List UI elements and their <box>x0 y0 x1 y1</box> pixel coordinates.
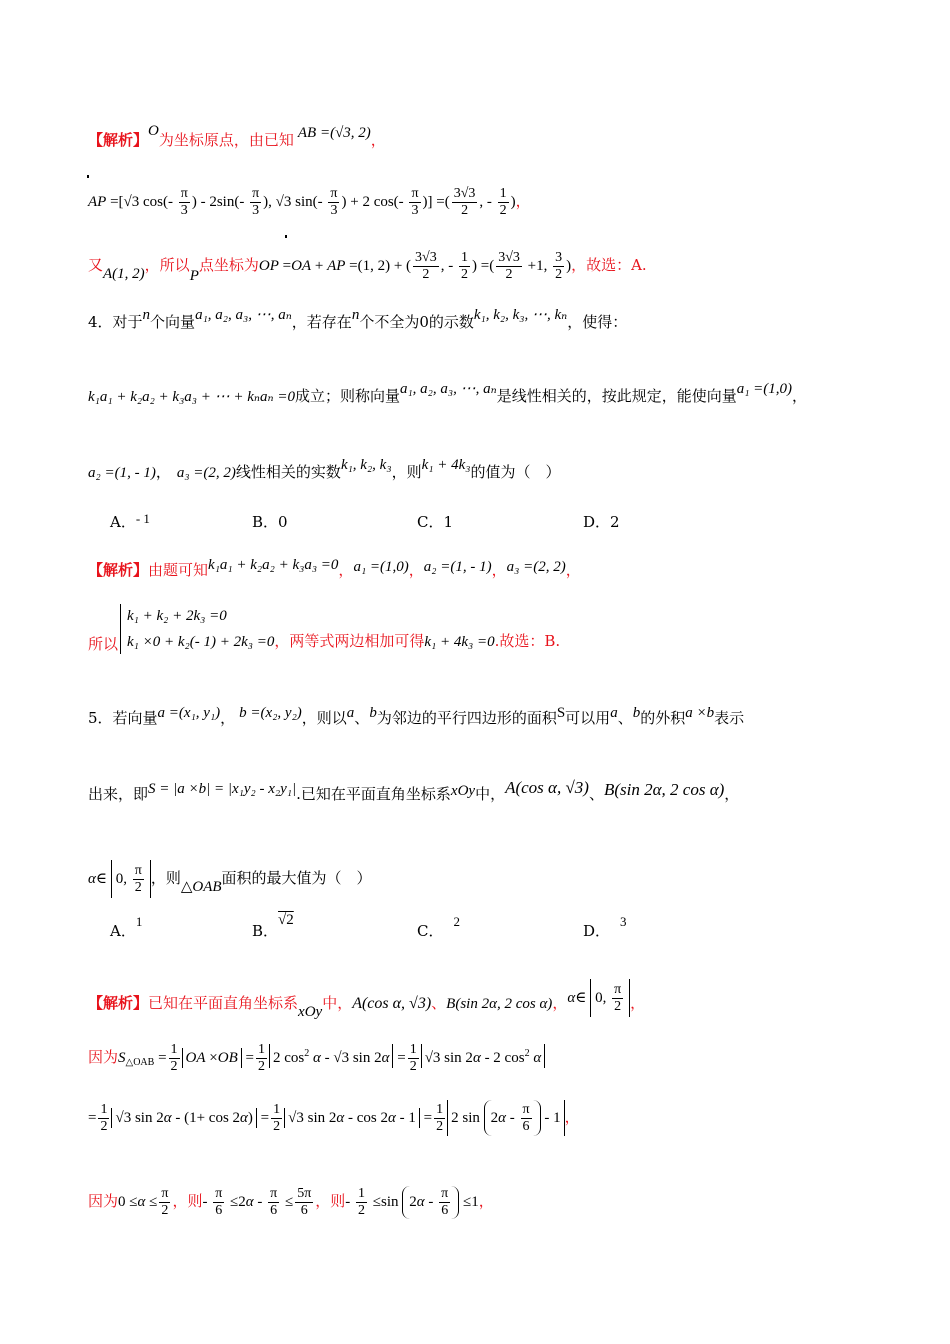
q4-a1: a₁ =(1,0) <box>736 381 793 397</box>
q5-b: b =(x₂, y₂) <box>239 705 302 721</box>
q5-number: 5．若向量 <box>88 709 158 727</box>
q4-k123: k₁, k₂, k₃ <box>340 457 392 473</box>
sol3-you: 又 <box>88 255 104 274</box>
sol4-line1: 【解析】由题可知k₁a₁ + k₂a₂ + k₃a₃ =0，a₁ =(1,0)，a₂ =(1, - 1)，a₃ =(2, 2)， <box>88 557 581 579</box>
sol4-t2: ，两等式两边相加可得 <box>274 632 425 650</box>
q4-n2: n <box>351 307 360 323</box>
q5-t6: 表示 <box>714 709 745 727</box>
sol3-line3: 又A(1, 2)，所以P点坐标为OP =OA + AP =(1, 2) + ( $\frac{3√3}{2}$ , - $\frac{1}{2}$ ) =( $\frac{3√3}{2}$ +1, $\frac{3}{2}$ )，故选：A. <box>88 250 647 284</box>
q5-t7: 出来，即 <box>88 785 149 803</box>
q5-t1: ，则以 <box>301 709 347 727</box>
q5-a: a =(x₁, y₁) <box>157 705 221 721</box>
q5-t11: 面积的最大值为（ ） <box>221 869 372 887</box>
q5-t10: ，则 <box>150 869 181 887</box>
sol4-label: 【解析】 <box>88 561 149 579</box>
q4-t8: ，则 <box>391 463 422 481</box>
q4-eq: k₁a₁ + k₂a₂ + k₃a₃ + ⋯ + kₙaₙ =0 <box>88 389 295 405</box>
sol4-sys2: k₁ ×0 + k₂(- 1) + 2k₃ =0 <box>127 634 275 650</box>
q4-vecs: a₁, a₂, a₃, ⋯, aₙ <box>195 307 292 323</box>
sol3-comma2: ， <box>515 191 531 210</box>
sol4-t1: 由题可知 <box>148 561 209 579</box>
sol5-t2: 中， <box>322 994 353 1012</box>
sol3-line2: AP =[√3 cos(- $\frac{\pi}{3}$ ) - 2sin(- $\frac{\pi}{3}$ ), √3 sin(- $\frac{\pi}{3}$ ) + 2 cos(- $\frac{\pi}{3}$ )] =( $\frac{3√3}{2}$ , - $\frac{1}{2}$ )， <box>88 186 531 218</box>
q5-option-b: B．√2 <box>252 912 294 940</box>
sol3-text1: 为坐标原点，由已知 <box>158 131 294 149</box>
sol4-sys1: k₁ + k₂ + 2k₃ =0 <box>127 608 227 624</box>
sol4-suoyi: 所以 <box>88 635 119 653</box>
q4-a2: a₂ =(1, - 1) <box>88 465 156 481</box>
q4-line1 <box>88 307 628 333</box>
q4-option-a: A．- 1 <box>110 511 150 531</box>
q5-A: A(cos α, √3) <box>505 778 589 797</box>
sol5-comma: ， <box>630 994 646 1012</box>
sol5-B: B(sin 2α, 2 cos α) <box>446 996 553 1012</box>
q5-t3: 为邻边的平行四边形的面积 <box>376 709 557 727</box>
q5-line2: 出来，即S = |a ×b| = |x₁y₂ - x₂y₁|.已知在平面直角坐标系xOy中，A(cos α, √3)、B(sin 2α, 2 cos α)， <box>88 778 740 803</box>
sol4-eq: k₁a₁ + k₂a₂ + k₃a₃ =0 <box>208 557 339 573</box>
q4-n1: n <box>142 307 151 323</box>
q4-t5: 成立；则称向量 <box>294 387 400 405</box>
q5-B: B(sin 2α, 2 cos α) <box>603 780 725 799</box>
q4-vecs2: a₁, a₂, a₃, ⋯, aₙ <box>399 381 497 397</box>
q4-a3: a₃ =(2, 2) <box>176 465 236 481</box>
sol3-ab: AB =(√3, 2) <box>297 125 371 141</box>
sol5-yinwei: 因为 <box>88 1047 119 1066</box>
sol3-p: P <box>189 267 199 284</box>
q4-number: 4．对于 <box>88 313 143 331</box>
sol3-mark-dot2 <box>285 235 287 238</box>
sol3-a-point: A(1, 2) <box>103 265 145 282</box>
q4-option-c: C．1 <box>417 513 454 531</box>
q5-t5: 的外积 <box>640 709 686 727</box>
sol3-suoyi: ，所以 <box>144 255 190 274</box>
q4-option-b: B．0 <box>252 513 288 531</box>
q5-s: S <box>556 705 566 721</box>
sol3-comma1: ， <box>370 131 386 149</box>
q5-axb: a ×b <box>685 705 715 721</box>
q4-expr: k₁ + 4k₃ <box>421 457 471 473</box>
sol3-line1 <box>88 123 386 151</box>
sol3-ap: AP <box>88 193 107 210</box>
sol5-line3: = $\frac{1}{2}$ √3 sin 2α - (1+ cos 2α) = $\frac{1}{2}$ √3 sin 2α - cos 2α - 1 = $\frac{1}{2}$ 2 sin 2α - $\frac{\pi}{6}$ - 1 ， <box>88 1100 580 1136</box>
sol4-line2 <box>88 634 118 654</box>
q5-t4: 可以用 <box>565 709 611 727</box>
sol3-o: O <box>148 123 159 139</box>
q5-line1: 5．若向量a =(x₁, y₁)， b =(x₂, y₂)，则以a、b为邻边的平行四边形的面积S可以用a、b的外积a ×b表示 <box>88 705 745 727</box>
q4-option-d: D．2 <box>583 513 620 531</box>
sol3-mark-dot <box>87 175 89 178</box>
q4-t7: 线性相关的实数 <box>235 463 341 481</box>
q5-xoy: xOy <box>450 783 476 799</box>
sol5-label: 【解析】 <box>88 994 149 1012</box>
q5-t9: 中， <box>475 785 506 803</box>
q5-option-c: C．2 <box>417 914 460 940</box>
q5-tri: △OAB <box>180 879 222 895</box>
q5-line3: α∈ 0, $\frac{\pi}{2}$ ，则△OAB面积的最大值为（ ） <box>88 860 372 898</box>
sol3-label: 【解析】 <box>88 131 149 149</box>
sol4-a1: a₁ =(1,0) <box>353 559 409 575</box>
q4-t2: ，若存在 <box>291 313 352 331</box>
q4-t4: ，使得： <box>567 313 628 331</box>
sol4-t3: .故选：B. <box>494 632 561 650</box>
sol5-line4: 因为0 ≤α ≤ $\frac{\pi}{2}$ ，则- $\frac{\pi}{6}$ ≤2α - $\frac{\pi}{6}$ ≤ $\frac{5\pi}{6}$ ，则- $\frac{1}{2}$ ≤sin 2α - $\frac{\pi}{6}$ ≤1， <box>88 1186 494 1218</box>
q4-t6: 是线性相关的，按此规定，能使向量 <box>496 387 737 405</box>
sol4-a3: a₃ =(2, 2) <box>506 559 566 575</box>
sol5-xoy: xOy <box>298 1004 323 1020</box>
sol3-answer: ，故选：A. <box>571 255 647 274</box>
sol3-coord: 点坐标为 <box>198 255 259 274</box>
q4-t1: 个向量 <box>150 313 196 331</box>
q5-option-d: D．3 <box>583 914 627 940</box>
q4-t3: 个不全为0的示数 <box>359 313 474 331</box>
q5-option-a: A．1 <box>110 914 143 940</box>
q5-formula: S = |a ×b| = |x₁y₂ - x₂y₁| <box>148 781 297 797</box>
q4-line3: a₂ =(1, - 1)， a₃ =(2, 2)线性相关的实数k₁, k₂, k₃，则k₁ + 4k₃的值为（ ） <box>88 457 561 481</box>
sol5-line1: 【解析】已知在平面直角坐标系xOy中，A(cos α, √3)、B(sin 2α, 2 cos α)，α∈ 0, $\frac{\pi}{2}$ ， <box>88 985 645 1023</box>
sol4-a2: a₂ =(1, - 1) <box>423 559 492 575</box>
q5-t8: .已知在平面直角坐标系 <box>296 785 451 803</box>
q4-ks: k₁, k₂, k₃, ⋯, kₙ <box>473 307 568 323</box>
q4-t9: 的值为（ ） <box>470 463 561 481</box>
sol5-t1: 已知在平面直角坐标系 <box>148 994 299 1012</box>
sol5-line2: 因为$S_{\triangle OAB}$ = $\frac{1}{2}$ OA ×OB = $\frac{1}{2}$ 2 $\cos^2 \alpha - √3$ sin 2α = $\frac{1}{2}$ √3 sin 2α - 2 $\cos^2 \alpha$ <box>88 1042 545 1075</box>
sol5-A: A(cos α, √3) <box>352 995 432 1012</box>
q5-t2: 、 <box>354 709 370 727</box>
sol4-res: k₁ + 4k₃ =0 <box>424 634 495 650</box>
q4-line2: k₁a₁ + k₂a₂ + k₃a₃ + ⋯ + kₙaₙ =0成立；则称向量a₁, a₂, a₃, ⋯, aₙ是线性相关的，按此规定，能使向量a₁ =(1,0)， <box>88 381 808 405</box>
sol4-system <box>120 604 560 654</box>
